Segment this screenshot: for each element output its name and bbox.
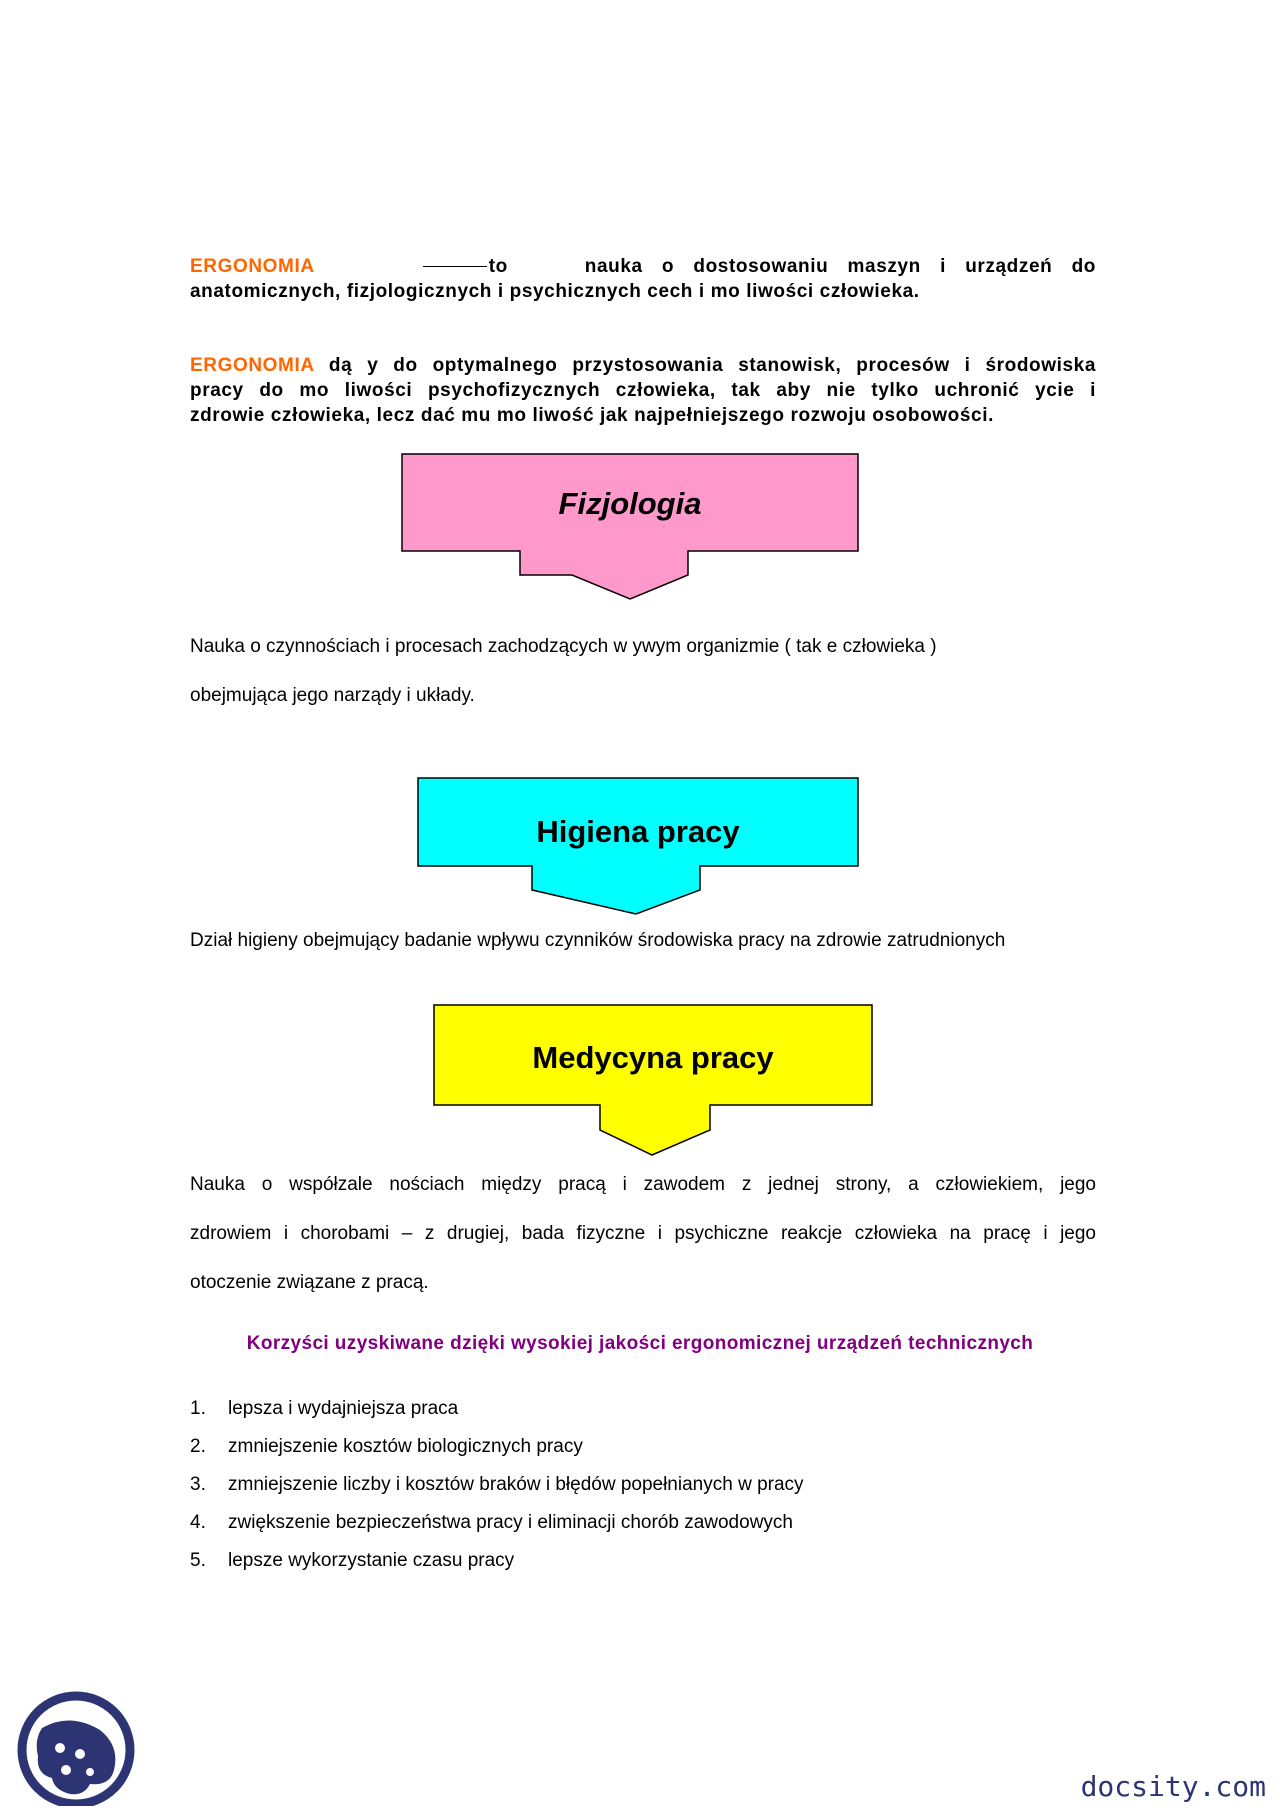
definition-2-line-2: pracy do mo liwości psychofizycznych człowieka, tak aby nie tylko uchronić ycie i [190,380,1096,401]
list-item-number: 5. [190,1550,206,1571]
list-item [190,1396,458,1421]
medycyna-desc-line-1: Nauka o współzale nościach między pracą i zawodem z jednej strony, a człowiekiem, jego [190,1174,1096,1195]
list-item [190,1510,793,1535]
docsity-logo-icon[interactable] [14,1690,138,1806]
list-item-text: zmniejszenie liczby i kosztów braków i błędów popełnianych w pracy [228,1474,804,1495]
term-ergonomia-1: ERGONOMIA [190,256,315,277]
list-item-text: lepsze wykorzystanie czasu pracy [228,1550,515,1571]
definition-2-line-3: zdrowie człowieka, lecz dać mu mo liwość jak najpełniejszego rozwoju osobowości. [190,405,994,426]
list-item [190,1472,804,1497]
medycyna-desc-line-2: zdrowiem i chorobami – z drugiej, bada fizyczne i psychiczne reakcje człowieka na pracę i jego [190,1223,1096,1244]
list-item-number: 1. [190,1398,206,1419]
list-item-text: lepsza i wydajniejsza praca [228,1398,459,1419]
list-item-text: zmniejszenie kosztów biologicznych pracy [228,1436,583,1457]
benefits-heading: Korzyści uzyskiwane dzięki wysokiej jakości ergonomicznej urządzeń technicznych [246,1333,1034,1354]
definition-1-text-a: nauka o dostosowaniu maszyn i urządzeń do [584,256,1096,277]
list-item-number: 3. [190,1474,206,1495]
list-item-number: 4. [190,1512,206,1533]
medycyna-arrow-shape [434,1005,872,1155]
dash-word: to [488,256,508,277]
higiena-desc-line-1: Dział higieny obejmujący badanie wpływu czynników środowiska pracy na zdrowie zatrudnionych [190,930,1006,951]
medycyna-title: Medycyna pracy [532,1040,774,1075]
docsity-watermark[interactable]: docsity.com [1080,1770,1266,1803]
fizjologia-desc-line-2: obejmująca jego narządy i układy. [190,685,475,706]
term-ergonomia-2: ERGONOMIA [190,355,314,376]
list-item [190,1434,583,1459]
fizjologia-desc-line-1: Nauka o czynnościach i procesach zachodzących w ywym organizmie ( tak e człowieka ) [190,636,937,657]
higiena-title: Higiena pracy [536,814,740,849]
list-item [190,1548,514,1573]
definition-1-line-2: anatomicznych, fizjologicznych i psychicznych cech i mo liwości człowieka. [190,281,920,302]
fizjologia-title: Fizjologia [558,486,702,521]
list-item-number: 2. [190,1436,206,1457]
medycyna-description [190,1172,1096,1295]
medycyna-desc-line-3: otoczenie związane z pracą. [190,1272,429,1293]
definition-2-text-a: dą y do optymalnego przystosowania stanowisk, procesów i środowiska [328,355,1096,376]
list-item-text: zwiększenie bezpieczeństwa pracy i eliminacji chorób zawodowych [228,1512,793,1533]
